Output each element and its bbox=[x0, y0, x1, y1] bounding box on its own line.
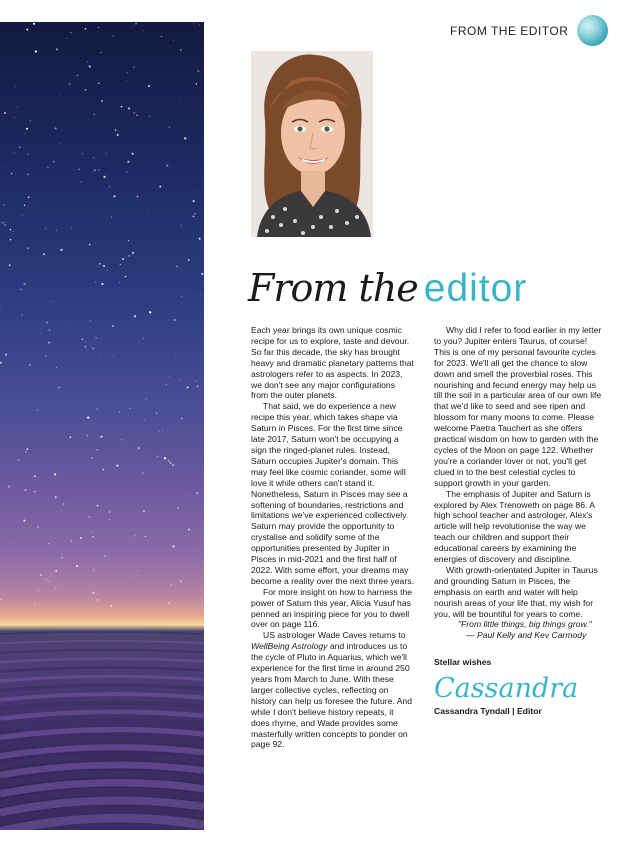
star bbox=[143, 30, 144, 31]
paragraph: The emphasis of Jupiter and Saturn is explored by Alex Trenoweth on page 86. A high school teacher and astrologer, Alex's article will help revolutionise the way we teach our children and support their educational careers by examining the energies of discovery and discipline. bbox=[434, 488, 595, 565]
star bbox=[198, 190, 199, 191]
star bbox=[68, 83, 70, 85]
starfield bbox=[0, 22, 204, 830]
lavender-row bbox=[0, 685, 204, 690]
star bbox=[111, 216, 112, 217]
star bbox=[184, 137, 186, 139]
star bbox=[61, 557, 63, 559]
star bbox=[70, 540, 72, 542]
star bbox=[25, 451, 27, 453]
star bbox=[125, 276, 126, 277]
star bbox=[101, 100, 103, 102]
star bbox=[15, 86, 16, 87]
star bbox=[142, 472, 143, 473]
star bbox=[193, 215, 195, 217]
star bbox=[34, 603, 35, 604]
star bbox=[148, 85, 150, 87]
star bbox=[145, 419, 146, 420]
star bbox=[121, 439, 123, 441]
star bbox=[149, 311, 151, 313]
star bbox=[45, 355, 47, 357]
star bbox=[179, 98, 180, 99]
star bbox=[133, 66, 135, 68]
star bbox=[16, 106, 17, 107]
star bbox=[134, 315, 136, 317]
star bbox=[55, 570, 57, 572]
star bbox=[157, 456, 159, 458]
star bbox=[87, 61, 88, 62]
star bbox=[122, 258, 124, 260]
star bbox=[38, 590, 39, 591]
star bbox=[135, 23, 136, 24]
star bbox=[162, 430, 163, 431]
star bbox=[38, 201, 39, 202]
star bbox=[1, 222, 3, 224]
star bbox=[70, 32, 71, 33]
image-credit: Images Getty bbox=[196, 800, 202, 830]
lavender-row bbox=[0, 712, 204, 719]
star bbox=[54, 586, 55, 587]
star bbox=[26, 128, 28, 130]
star bbox=[169, 127, 170, 128]
star bbox=[89, 65, 91, 67]
star bbox=[164, 457, 166, 459]
lavender-row bbox=[0, 641, 204, 644]
star bbox=[30, 120, 31, 121]
star bbox=[95, 281, 96, 282]
star bbox=[199, 25, 200, 26]
star bbox=[193, 23, 194, 24]
star bbox=[37, 409, 38, 410]
star bbox=[59, 94, 60, 95]
star bbox=[188, 529, 190, 531]
star bbox=[187, 386, 189, 388]
star bbox=[87, 565, 88, 566]
star bbox=[119, 411, 120, 412]
star bbox=[131, 153, 133, 155]
star bbox=[15, 541, 16, 542]
star bbox=[96, 449, 97, 450]
star bbox=[80, 181, 82, 183]
star bbox=[34, 491, 36, 493]
star bbox=[89, 244, 91, 246]
lavender-row bbox=[0, 659, 204, 663]
star bbox=[51, 301, 52, 302]
star bbox=[93, 569, 95, 571]
star bbox=[4, 112, 6, 114]
star bbox=[93, 157, 94, 158]
globe-icon bbox=[577, 15, 608, 46]
paragraph: That said, we do experience a new recipe this year, which takes shape via Saturn in Pisces. For the first time since late 2017, Saturn won't be occupying a sign the ringed-planet rules. Instead, Saturn occupies Jupiter's domain. This may feel like cosmic coriander, some will love it while others can't stand it. Nonetheless, Saturn in Pisces may see a softening of boundaries, restrictions and limitations we've experienced collectively. Saturn may provide the opportunity to crystalise and solidify some of the opportunities presented by Jupiter in Pisces in mid-2021 and the first half of 2022. With some effort, your dreams may become a reality over the next three years. bbox=[251, 401, 414, 586]
star bbox=[161, 102, 162, 103]
page-title bbox=[248, 266, 527, 311]
star bbox=[159, 430, 160, 431]
star bbox=[185, 494, 186, 495]
star bbox=[188, 259, 190, 261]
star bbox=[90, 320, 91, 321]
quote: "From little things, big things grow." bbox=[458, 619, 592, 630]
hero-image bbox=[0, 22, 204, 830]
star bbox=[47, 167, 48, 168]
star bbox=[196, 492, 198, 494]
star bbox=[92, 536, 94, 538]
star bbox=[84, 341, 85, 342]
star bbox=[119, 282, 120, 283]
star bbox=[100, 436, 102, 438]
star bbox=[97, 505, 99, 507]
star bbox=[136, 114, 138, 116]
star bbox=[91, 531, 92, 532]
star bbox=[103, 176, 105, 178]
star bbox=[138, 447, 140, 449]
star bbox=[79, 169, 80, 170]
star bbox=[179, 380, 180, 381]
star bbox=[102, 469, 104, 471]
star bbox=[10, 229, 11, 230]
star bbox=[14, 152, 15, 153]
editor-portrait bbox=[251, 51, 373, 237]
star bbox=[92, 592, 94, 594]
star bbox=[50, 467, 51, 468]
star bbox=[94, 114, 95, 115]
star bbox=[23, 215, 24, 216]
star bbox=[45, 228, 46, 229]
paragraph: Each year brings its own unique cosmic recipe for us to explore, taste and devour. So far this decade, the sky has brought heavy and dramatic planetary patterns that astrologers refer to as aspects. In 2023, we don't see any major configurations from the outer planets. bbox=[251, 325, 414, 401]
star bbox=[116, 464, 118, 466]
lavender-row bbox=[0, 703, 204, 709]
star bbox=[113, 36, 114, 37]
star bbox=[104, 555, 106, 557]
star bbox=[195, 325, 196, 326]
paragraph: Why did I refer to food earlier in my letter to you? Jupiter enters Taurus, of course! This is one of my personal favourite cycles for 2023. We'll all get the chance to slow down and smell the proverbial roses. This nourishing and fecund energy may help us till the soil in a particular area of our own life that we'd like to seed and see ripen and blossom for many moons to come. Please welcome Paetra Tauchert as she offers practical wisdom on how to garden with the cycles of the Moon on page 122. Whether you're a coriander lover or not, you'll get clued in to the best celestial cycles to support growth in your garden. bbox=[434, 325, 602, 488]
star bbox=[115, 129, 117, 131]
lavender-row bbox=[0, 721, 204, 728]
star bbox=[112, 325, 114, 327]
star bbox=[176, 266, 177, 267]
star bbox=[0, 598, 2, 600]
star bbox=[46, 321, 48, 323]
star bbox=[55, 496, 57, 498]
star bbox=[171, 584, 172, 585]
star bbox=[172, 545, 174, 547]
star bbox=[113, 195, 115, 197]
star bbox=[128, 107, 130, 109]
star bbox=[101, 283, 103, 285]
star bbox=[43, 253, 45, 255]
lavender-row bbox=[0, 676, 204, 681]
star bbox=[82, 153, 83, 154]
star bbox=[70, 394, 71, 395]
star bbox=[27, 247, 29, 249]
star bbox=[200, 294, 201, 295]
star bbox=[94, 169, 96, 171]
star bbox=[133, 26, 134, 27]
star bbox=[60, 249, 62, 251]
star bbox=[113, 356, 114, 357]
star bbox=[136, 195, 138, 197]
star bbox=[76, 565, 78, 567]
signoff: Stellar wishes bbox=[434, 657, 492, 668]
star bbox=[149, 571, 150, 572]
star bbox=[92, 457, 93, 458]
star bbox=[4, 224, 6, 226]
star bbox=[0, 362, 2, 364]
star bbox=[81, 189, 82, 190]
star bbox=[129, 408, 130, 409]
star bbox=[85, 89, 87, 91]
star bbox=[63, 503, 64, 504]
star bbox=[98, 169, 99, 170]
star bbox=[175, 357, 176, 358]
star bbox=[48, 342, 50, 344]
star bbox=[193, 200, 195, 202]
star bbox=[197, 70, 199, 72]
star bbox=[34, 475, 36, 477]
star bbox=[107, 270, 108, 271]
star bbox=[117, 134, 119, 136]
star bbox=[56, 230, 57, 231]
star bbox=[96, 408, 98, 410]
star bbox=[40, 574, 42, 576]
star bbox=[49, 329, 51, 331]
star bbox=[156, 413, 158, 415]
star bbox=[161, 36, 162, 37]
star bbox=[181, 418, 182, 419]
section-label: FROM THE EDITOR bbox=[450, 24, 569, 38]
star bbox=[31, 375, 32, 376]
star bbox=[143, 510, 145, 512]
star bbox=[100, 52, 101, 53]
star bbox=[85, 346, 87, 348]
star bbox=[196, 83, 197, 84]
star bbox=[71, 228, 72, 229]
editor-name: Cassandra Tyndall | Editor bbox=[434, 706, 542, 717]
star bbox=[5, 354, 7, 356]
star bbox=[55, 588, 56, 589]
article-column-2 bbox=[434, 325, 602, 717]
star bbox=[67, 38, 68, 39]
star bbox=[26, 29, 28, 31]
star bbox=[133, 112, 135, 114]
text-run: and introduces us to the cycle of Pluto in Aquarius, which we'll experience for the first time in around 250 years from March to June. With these larger collective cycles, reflecting on history can help us foresee the future. And while I don't believe history repeats, it does rhyme, and Wade provides some masterfully written concepts to ponder on page 92. bbox=[251, 641, 412, 750]
star bbox=[23, 283, 25, 285]
paragraph: With growth-orientated Jupiter in Taurus and grounding Saturn in Pisces, the emphasis on earth and water will help nourish areas of your life that, my wish for you, will be bountiful for years to come. bbox=[434, 564, 598, 619]
star bbox=[146, 399, 147, 400]
star bbox=[169, 376, 170, 377]
star bbox=[24, 205, 25, 206]
signature: Cassandra bbox=[434, 673, 579, 705]
star bbox=[34, 44, 35, 45]
star bbox=[37, 526, 39, 528]
star bbox=[56, 367, 57, 368]
star bbox=[143, 338, 144, 339]
star bbox=[28, 196, 30, 198]
star bbox=[165, 384, 167, 386]
star bbox=[127, 72, 128, 73]
star bbox=[99, 263, 100, 264]
star bbox=[24, 134, 25, 135]
star bbox=[10, 239, 11, 240]
star bbox=[182, 357, 183, 358]
text-run: US astrologer Wade Caves returns to bbox=[263, 630, 406, 641]
star bbox=[97, 266, 98, 267]
star bbox=[96, 599, 98, 601]
star bbox=[196, 381, 197, 382]
star bbox=[40, 333, 41, 334]
star bbox=[87, 416, 89, 418]
star bbox=[98, 83, 99, 84]
star bbox=[201, 273, 203, 275]
star bbox=[138, 570, 139, 571]
star bbox=[126, 172, 127, 173]
star bbox=[18, 459, 20, 461]
star bbox=[95, 337, 97, 339]
star bbox=[67, 323, 68, 324]
star bbox=[121, 106, 123, 108]
star bbox=[168, 460, 170, 462]
star bbox=[27, 153, 28, 154]
star bbox=[9, 264, 11, 266]
star bbox=[13, 231, 14, 232]
star bbox=[109, 519, 110, 520]
star bbox=[168, 602, 170, 604]
star bbox=[148, 210, 149, 211]
star bbox=[134, 537, 135, 538]
star bbox=[70, 436, 72, 438]
star bbox=[82, 339, 83, 340]
star bbox=[128, 255, 130, 257]
star bbox=[4, 222, 5, 223]
paragraph bbox=[251, 630, 414, 750]
star bbox=[181, 225, 182, 226]
star bbox=[109, 186, 110, 187]
portrait-illustration bbox=[251, 51, 373, 237]
star bbox=[166, 164, 168, 166]
star bbox=[199, 238, 201, 240]
star bbox=[27, 173, 29, 175]
quote-attribution: — Paul Kelly and Kev Carmody bbox=[466, 630, 587, 641]
star bbox=[98, 27, 99, 28]
star bbox=[181, 296, 182, 297]
star bbox=[197, 386, 198, 387]
star bbox=[194, 213, 195, 214]
star bbox=[106, 154, 107, 155]
star bbox=[109, 511, 111, 513]
lavender-row bbox=[0, 632, 204, 634]
star bbox=[29, 364, 31, 366]
star bbox=[159, 186, 161, 188]
star bbox=[21, 314, 22, 315]
star bbox=[80, 537, 82, 539]
lavender-row bbox=[0, 667, 204, 671]
star bbox=[132, 252, 134, 254]
star bbox=[107, 578, 108, 579]
star bbox=[134, 535, 135, 536]
star bbox=[60, 143, 61, 144]
magazine-name: WellBeing Astrology bbox=[251, 641, 328, 652]
star bbox=[198, 126, 199, 127]
star bbox=[23, 520, 25, 522]
star bbox=[120, 264, 121, 265]
star bbox=[77, 75, 79, 77]
star bbox=[177, 507, 178, 508]
star bbox=[56, 48, 58, 50]
title-accent: editor bbox=[423, 267, 528, 310]
star bbox=[169, 462, 171, 464]
lavender-row bbox=[0, 694, 204, 700]
lavender-row bbox=[0, 650, 204, 653]
star bbox=[89, 516, 90, 517]
paragraph: For more insight on how to harness the power of Saturn this year, Alicia Yusuf has penned an inspiring piece for you to dwell over on page 116. bbox=[251, 586, 413, 630]
star bbox=[85, 28, 87, 30]
star bbox=[180, 581, 181, 582]
star bbox=[174, 319, 176, 321]
title-script: From the bbox=[248, 266, 418, 310]
star bbox=[60, 611, 61, 612]
star bbox=[19, 146, 21, 148]
star bbox=[110, 605, 112, 607]
star bbox=[8, 485, 10, 487]
star bbox=[180, 49, 182, 51]
star bbox=[54, 473, 56, 475]
star bbox=[163, 265, 164, 266]
star bbox=[90, 346, 91, 347]
star bbox=[73, 169, 74, 170]
star bbox=[35, 50, 37, 52]
star bbox=[92, 347, 94, 349]
star bbox=[126, 80, 127, 81]
star bbox=[14, 117, 15, 118]
star bbox=[49, 581, 50, 582]
star bbox=[3, 204, 5, 206]
star bbox=[127, 161, 129, 163]
star bbox=[24, 489, 26, 491]
article-column-1 bbox=[251, 325, 414, 750]
star bbox=[172, 464, 174, 466]
star bbox=[2, 166, 3, 167]
star bbox=[145, 536, 146, 537]
star bbox=[53, 161, 55, 163]
star bbox=[128, 240, 129, 241]
star bbox=[55, 127, 57, 129]
star bbox=[58, 387, 60, 389]
star bbox=[131, 576, 132, 577]
star bbox=[11, 173, 13, 175]
star bbox=[100, 353, 101, 354]
star bbox=[48, 543, 49, 544]
star bbox=[193, 468, 194, 469]
star bbox=[46, 579, 47, 580]
star bbox=[20, 289, 22, 291]
star bbox=[149, 116, 150, 117]
star bbox=[50, 307, 51, 308]
star bbox=[0, 309, 1, 310]
star bbox=[173, 40, 174, 41]
star bbox=[87, 435, 89, 437]
star bbox=[185, 466, 186, 467]
star bbox=[126, 106, 127, 107]
star bbox=[103, 265, 105, 267]
star bbox=[197, 549, 198, 550]
star bbox=[199, 602, 200, 603]
star bbox=[33, 23, 35, 25]
star bbox=[26, 448, 28, 450]
star bbox=[124, 248, 125, 249]
